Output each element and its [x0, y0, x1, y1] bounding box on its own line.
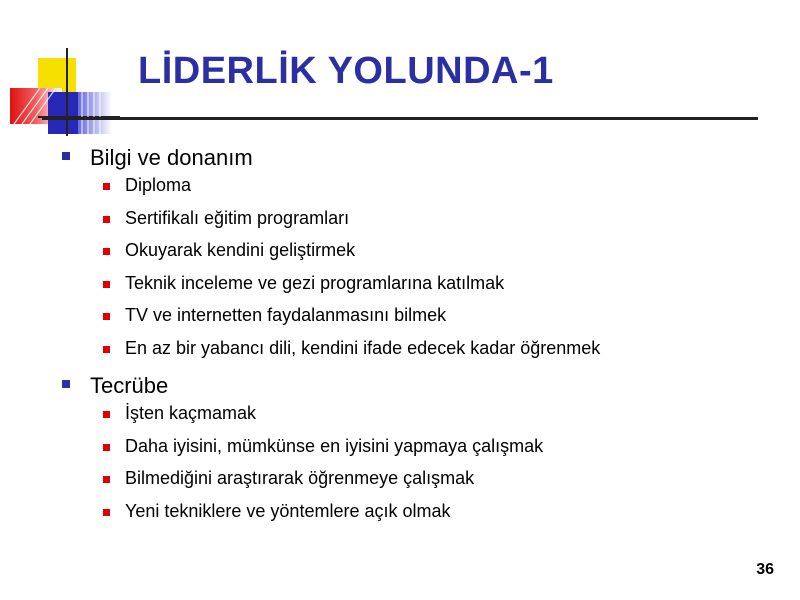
list-item — [62, 175, 762, 208]
list-item-text: En az bir yabancı dili, kendini ifade edecek kadar öğrenmek — [125, 337, 601, 358]
square-bullet-icon — [103, 281, 110, 288]
square-bullet-icon — [62, 152, 70, 160]
list-item — [62, 501, 762, 534]
list-item-text: Yeni tekniklere ve yöntemlere açık olmak — [125, 500, 451, 521]
list-item — [62, 436, 762, 469]
square-bullet-icon — [103, 183, 110, 190]
square-bullet-icon — [62, 380, 70, 388]
list-item-text: İşten kaçmamak — [125, 403, 257, 423]
section-heading: Bilgi ve donanım — [90, 145, 253, 170]
square-bullet-icon — [103, 476, 110, 483]
list-item-section — [62, 142, 762, 370]
list-item-text: Teknik inceleme ve gezi programlarına katılmak — [125, 272, 505, 293]
square-bullet-icon — [103, 313, 110, 320]
square-bullet-icon — [103, 216, 110, 223]
bullet-list — [62, 142, 762, 533]
square-bullet-icon — [103, 411, 110, 418]
square-bullet-icon — [103, 509, 110, 516]
list-item-text: TV ve internetten faydalanmasını bilmek — [125, 305, 447, 325]
slide-title: LİDERLİK YOLUNDA-1 — [138, 50, 554, 92]
list-item-text: Sertifikalı eğitim programları — [125, 207, 350, 228]
list-item — [62, 240, 762, 273]
list-item-section — [62, 370, 762, 533]
section-heading: Tecrübe — [90, 373, 169, 398]
list-item-text: Daha iyisini, mümkünse en iyisini yapmaya çalışmak — [125, 435, 544, 456]
page-number: 36 — [756, 561, 774, 578]
list-item — [62, 273, 762, 306]
list-item-text: Okuyarak kendini geliştirmek — [125, 240, 356, 260]
list-item-text: Bilmediğini araştırarak öğrenmeye çalışmak — [125, 468, 475, 488]
square-bullet-icon — [103, 346, 110, 353]
list-item — [62, 208, 762, 241]
list-item-text: Diploma — [125, 175, 192, 195]
square-bullet-icon — [103, 248, 110, 255]
list-item — [62, 468, 762, 501]
list-item — [62, 305, 762, 338]
list-item — [62, 338, 762, 371]
square-bullet-icon — [103, 444, 110, 451]
list-item — [62, 403, 762, 436]
title-divider — [42, 117, 758, 120]
